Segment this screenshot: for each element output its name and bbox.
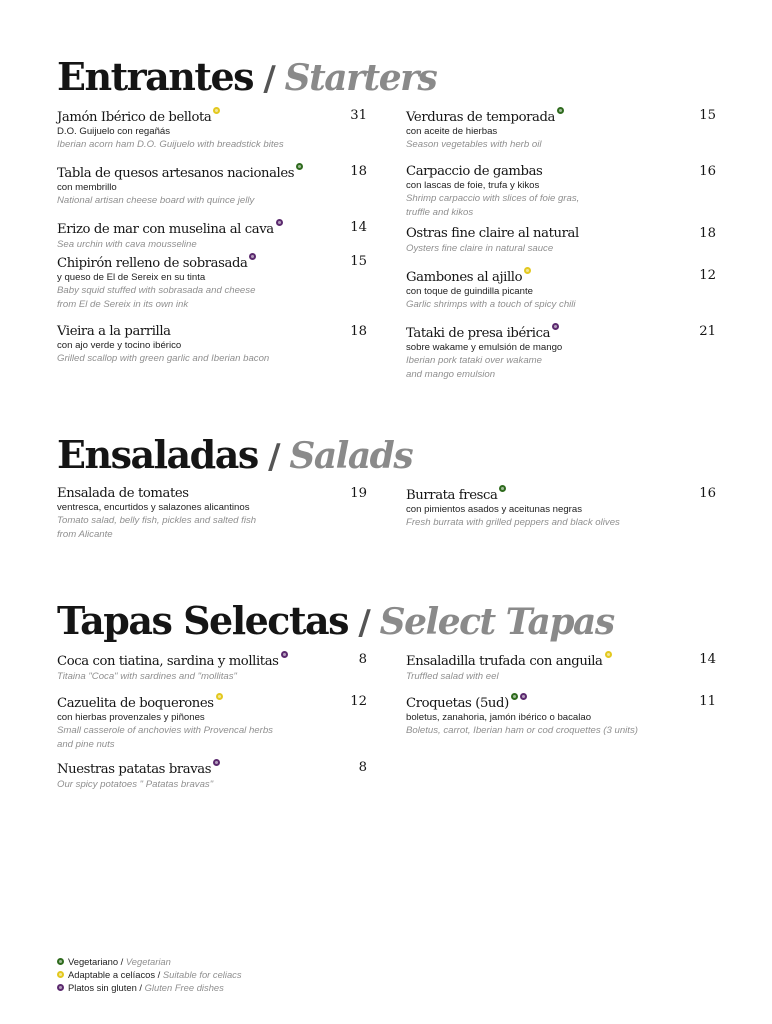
dish-name [57,693,367,712]
menu-item [406,267,716,312]
dish-name [406,485,716,504]
dish-price: 15 [699,108,716,123]
legend-item [57,981,242,994]
celiac-icon [524,267,531,274]
dish-translation: Boletus, carrot, Iberian ham or cod croquettes (3 units) [406,725,638,736]
menu-item [57,485,367,542]
menu-section [57,54,723,380]
dish-name [406,163,716,180]
legend-label-es: Adaptable a celíacos / [68,969,163,980]
dish-name [57,253,367,272]
legend-label-es: Vegetariano / [68,956,126,967]
legend-label-en: Suitable for celiacs [162,969,242,980]
dish-translation: and mango emulsion [406,369,496,380]
dish-translation: Season vegetables with herb oil [406,139,542,150]
legend-label-en: Gluten Free dishes [144,982,224,993]
dish-name-text: Cazuelita de boquerones [57,696,214,711]
dish-name-text: Chipirón relleno de sobrasada [57,256,248,271]
dish-translation: National artisan cheese board with quince jelly [57,195,255,206]
dish-name [57,759,367,778]
dish-price: 12 [699,268,716,283]
dish-translation: Tomato salad, belly fish, pickles and salted fish [57,515,257,526]
dish-name-text: Vieira a la parrilla [57,324,171,339]
vegetarian-icon [57,958,64,965]
gluten-free-icon [552,323,559,330]
gluten-free-icon [276,219,283,226]
dish-description: y queso de El de Sereix en su tinta [57,272,206,283]
dish-translation: Truffled salad with eel [406,671,499,682]
dish-price: 15 [350,254,367,269]
gluten-free-icon [57,984,64,991]
dish-name [406,693,716,712]
dish-translation: from El de Sereix in its own ink [57,299,189,310]
dish-translation: Fresh burrata with grilled peppers and black olives [406,517,620,528]
dish-name [406,225,716,242]
dish-price: 11 [699,694,716,709]
section-title-en: Select Tapas [379,601,614,643]
dish-price: 18 [350,164,367,179]
dish-name-text: Croquetas (5ud) [406,696,509,711]
vegetarian-icon [557,107,564,114]
dish-description: sobre wakame y emulsión de mango [406,342,563,353]
dish-translation: Oysters fine claire in natural sauce [406,243,554,254]
dish-description: D.O. Guijuelo con regañás [57,126,171,137]
dish-translation: Shrimp carpaccio with slices of foie gras, [406,193,580,204]
dish-price: 8 [358,652,367,667]
menu-item [57,219,367,252]
dish-name-text: Carpaccio de gambas [406,164,543,179]
dish-description: con lascas de foie, trufa y kikos [406,180,540,191]
gluten-free-icon [520,693,527,700]
dish-name [406,267,716,286]
menu-item [57,253,367,312]
dish-name [57,163,367,182]
menu-item [57,107,367,152]
menu-item [57,323,367,366]
dish-description: con pimientos asados y aceitunas negras [406,504,582,515]
legend-item [57,968,242,981]
dish-description: con toque de guindilla picante [406,286,533,297]
menu-item [406,651,716,684]
title-separator: / [257,437,290,477]
vegetarian-icon [296,163,303,170]
menu-item [57,693,367,752]
menu-item [406,225,716,256]
dish-name-text: Ensalada de tomates [57,486,189,501]
dish-description: con hierbas provenzales y piñones [57,712,205,723]
legend-label-en: Vegetarian [125,956,171,967]
dish-translation: Baby squid stuffed with sobrasada and cheese [57,285,256,296]
menu-item [406,163,716,220]
dish-translation: Our spicy potatoes " Patatas bravas" [57,779,214,790]
section-title-es: Ensaladas [57,432,258,477]
section-title-es: Tapas Selectas [57,598,349,643]
menu-item [406,485,716,530]
vegetarian-icon [499,485,506,492]
dish-description: boletus, zanahoria, jamón ibérico o bacalao [406,712,592,723]
dish-name [406,651,716,670]
dish-name-text: Jamón Ibérico de bellota [57,110,212,125]
gluten-free-icon [249,253,256,260]
dish-price: 12 [350,694,367,709]
dish-translation: from Alicante [57,529,113,540]
menu-item [406,323,716,382]
legend-label-es: Platos sin gluten / [68,982,145,993]
section-title-es: Entrantes [57,54,254,99]
dish-name-text: Tabla de quesos artesanos nacionales [57,166,295,181]
dish-name [57,651,367,670]
dish-name [406,323,716,342]
dish-name-text: Coca con tiatina, sardina y mollitas [57,654,279,669]
dish-price: 21 [699,324,716,339]
dish-name [57,485,367,502]
dish-name-text: Nuestras patatas bravas [57,762,212,777]
section-title [57,432,723,477]
dish-price: 18 [699,226,716,241]
dish-name-text: Erizo de mar con muselina al cava [57,222,274,237]
dish-description: con membrillo [57,182,117,193]
dish-name-text: Burrata fresca [406,488,498,503]
menu-item [57,759,367,792]
dish-name [57,107,367,126]
dish-description: con ajo verde y tocino ibérico [57,340,182,351]
dish-translation: Grilled scallop with green garlic and Iberian bacon [57,353,270,364]
celiac-icon [57,971,64,978]
dish-name [406,107,716,126]
dish-description: con aceite de hierbas [406,126,498,137]
dish-translation: Titaina "Coca" with sardines and "mollitas" [57,671,237,682]
menu-item [57,163,367,208]
title-separator: / [348,603,380,643]
dish-translation: Iberian acorn ham D.O. Guijuelo with breadstick bites [57,139,284,150]
menu-item [406,107,716,152]
gluten-free-icon [213,759,220,766]
dish-price: 8 [358,760,367,775]
dish-price: 14 [350,220,367,235]
dish-name-text: Ostras fine claire al natural [406,226,579,241]
menu-item [406,693,716,738]
dish-name-text: Gambones al ajillo [406,270,523,285]
dish-description: ventresca, encurtidos y salazones alicantinos [57,502,250,513]
dish-translation: and pine nuts [57,739,115,750]
dish-price: 19 [350,486,367,501]
vegetarian-icon [511,693,518,700]
dish-price: 14 [699,652,716,667]
dish-price: 18 [350,324,367,339]
section-title-en: Starters [284,57,437,99]
celiac-icon [216,693,223,700]
dish-name-text: Tataki de presa ibérica [406,326,551,341]
dish-name [57,323,367,340]
celiac-icon [213,107,220,114]
menu-section [57,432,723,540]
dish-name-text: Verduras de temporada [406,110,555,125]
dish-price: 16 [699,164,716,179]
menu-section [57,598,723,790]
dish-price: 16 [699,486,716,501]
dish-price: 31 [350,108,367,123]
dish-translation: Small casserole of anchovies with Provencal herbs [57,725,273,736]
section-title [57,598,723,643]
menu-item [57,651,367,684]
legend-item [57,955,242,968]
dish-name [57,219,367,238]
dish-translation: Iberian pork tataki over wakame [406,355,542,366]
gluten-free-icon [281,651,288,658]
dish-translation: Sea urchin with cava mousseline [57,239,197,250]
dish-name-text: Ensaladilla trufada con anguila [406,654,603,669]
section-title [57,54,723,99]
dish-translation: truffle and kikos [406,207,474,218]
title-separator: / [253,59,285,99]
celiac-icon [605,651,612,658]
dietary-legend [57,955,242,994]
dish-translation: Garlic shrimps with a touch of spicy chili [406,299,576,310]
section-title-en: Salads [289,435,413,477]
